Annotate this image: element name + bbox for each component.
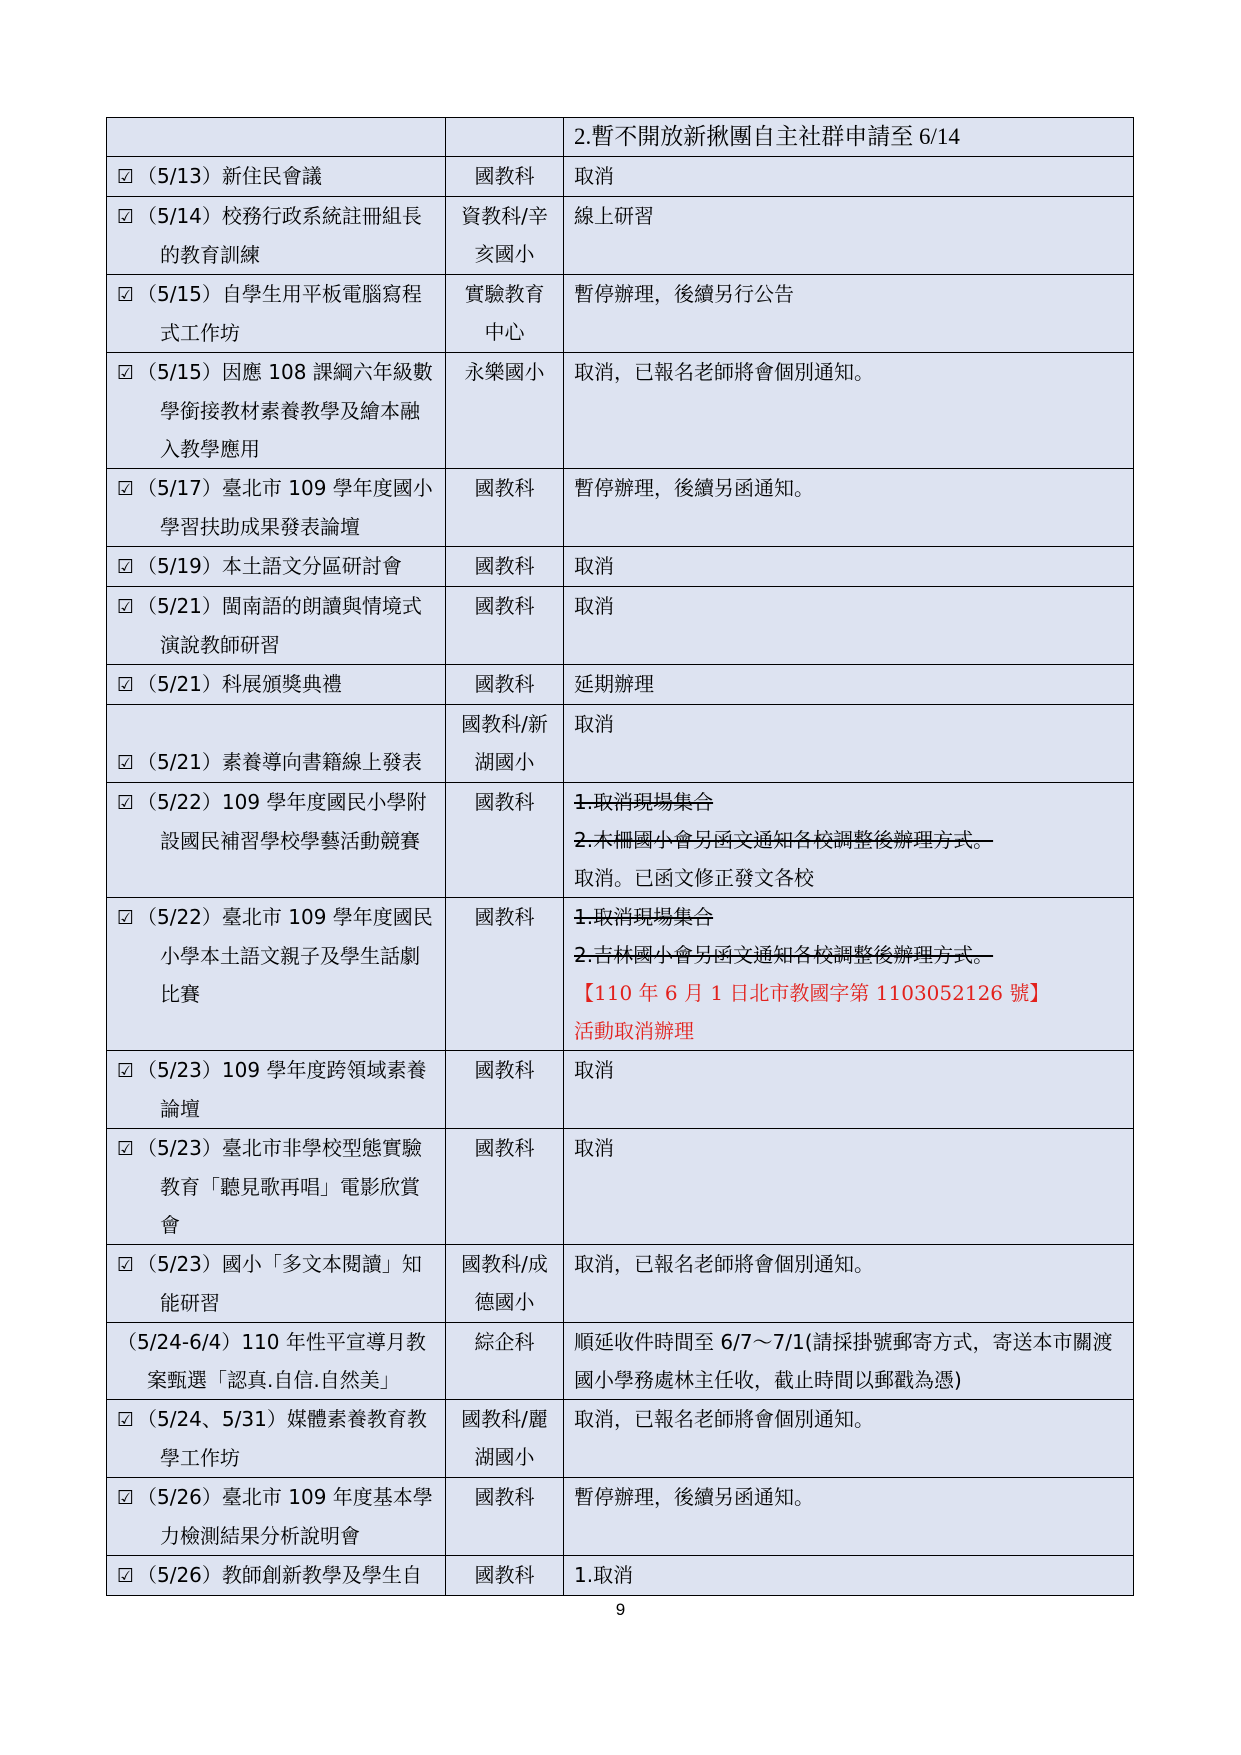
event-name: ☑ （5/26）臺北市 109 年度基本學力檢測結果分析說明會 [117,1478,435,1555]
page-number: 9 [615,1600,626,1619]
unit-cell [446,118,564,157]
note-line-struck: 2.吉林國小會另函文通知各校調整後辦理方式。 [574,943,994,967]
table-row [107,547,1134,587]
note-line-struck: 1.取消現場集合 [574,905,714,929]
note-line-struck: 1.取消現場集合 [574,790,714,814]
note-line: 暫停辦理，後續另函通知。 [574,1485,814,1509]
checkbox-checked-icon: ☑ [117,1487,135,1509]
note-line: 順延收件時間至 6/7～7/1(請採掛號郵寄方式，寄送本市關渡國小學務處林主任收，截止時間以郵戳為憑) [574,1330,1113,1392]
event-name: ☑ （5/14）校務行政系統註冊組長的教育訓練 [117,197,435,274]
event-name: ☑ （5/22）109 學年度國民小學附設國民補習學校學藝活動競賽 [117,783,435,860]
table-row [107,1323,1134,1400]
unit-cell: 國教科/成德國小 [446,1245,564,1323]
unit-cell: 國教科 [446,547,564,587]
event-name: ☑ （5/23）國小「多文本閱讀」知能研習 [117,1245,435,1322]
checkbox-checked-icon: ☑ [117,478,135,500]
table-row [107,353,1134,469]
note-line: 1.取消 [574,1563,634,1587]
checkbox-checked-icon: ☑ [117,1254,135,1276]
checkbox-checked-icon: ☑ [117,752,135,774]
table-row [107,118,1134,157]
unit-cell: 國教科/麗湖國小 [446,1400,564,1478]
table-row [107,1245,1134,1323]
event-name: ☑ （5/22）臺北市 109 學年度國民小學本土語文親子及學生話劇比賽 [117,898,435,1013]
table-row [107,783,1134,898]
event-name: ☑ （5/15）因應 108 課綱六年級數學銜接教材素養教學及繪本融入教學應用 [117,353,435,468]
checkbox-checked-icon: ☑ [117,362,135,384]
unit-cell: 國教科 [446,157,564,197]
checkbox-checked-icon: ☑ [117,284,135,306]
event-name: ☑ （5/17）臺北市 109 學年度國小學習扶助成果發表論壇 [117,469,435,546]
note-line-struck: 2.木柵國小會另函文通知各校調整後辦理方式。 [574,828,994,852]
event-name: ☑ （5/24、5/31）媒體素養教育教學工作坊 [117,1400,435,1477]
note-line-red: 活動取消辦理 [574,1019,694,1043]
table-row [107,1478,1134,1556]
unit-cell: 國教科 [446,783,564,898]
event-name: ☑ （5/21）科展頒獎典禮 [117,665,435,704]
unit-cell: 國教科 [446,1556,564,1596]
note-line: 暫停辦理，後續另行公告 [574,282,794,306]
note-line: 取消 [574,1136,614,1160]
unit-cell: 實驗教育中心 [446,275,564,353]
checkbox-checked-icon: ☑ [117,1138,135,1160]
event-name: ☑ （5/13）新住民會議 [117,157,435,196]
table-row [107,1400,1134,1478]
table-row [107,1051,1134,1129]
checkbox-checked-icon: ☑ [117,674,135,696]
checkbox-checked-icon: ☑ [117,907,135,929]
unit-cell: 國教科 [446,587,564,665]
event-name: ☑ （5/19）本土語文分區研討會 [117,547,435,586]
note-cell [564,118,1134,157]
table-row [107,1556,1134,1596]
note-line: 取消，已報名老師將會個別通知。 [574,1252,874,1276]
event-name: ☑ （5/21）閩南語的朗讀與情境式演說教師研習 [117,587,435,664]
note-line: 取消。已函文修正發文各校 [574,866,814,890]
unit-cell: 永樂國小 [446,353,564,469]
note-line: 取消 [574,1058,614,1082]
checkbox-checked-icon: ☑ [117,1060,135,1082]
checkbox-checked-icon: ☑ [117,166,135,188]
checkbox-checked-icon: ☑ [117,1409,135,1431]
table-row [107,587,1134,665]
checkbox-checked-icon: ☑ [117,1565,135,1587]
event-name: ☑ （5/23）臺北市非學校型態實驗教育「聽見歌再唱」電影欣賞會 [117,1129,435,1244]
checkbox-checked-icon: ☑ [117,792,135,814]
table-row [107,665,1134,705]
table-row [107,275,1134,353]
table-row [107,469,1134,547]
note-line: 取消，已報名老師將會個別通知。 [574,360,874,384]
unit-cell: 國教科 [446,469,564,547]
event-name: ☑ （5/21）素養導向書籍線上發表 [117,705,435,782]
unit-cell: 國教科 [446,665,564,705]
unit-cell: 國教科 [446,1129,564,1245]
event-name: （5/24-6/4）110 年性平宣導月教案甄選「認真.自信.自然美」 [117,1330,426,1392]
note-line: 取消 [574,554,614,578]
table-row [107,898,1134,1051]
schedule-table [106,117,1134,1596]
unit-cell: 國教科/新湖國小 [446,705,564,783]
table-row [107,157,1134,197]
note-line: 延期辦理 [574,672,654,696]
note-line: 取消 [574,712,614,736]
unit-cell: 國教科 [446,1478,564,1556]
event-name: ☑ （5/23）109 學年度跨領域素養論壇 [117,1051,435,1128]
note-line: 2.暫不開放新揪團自主社群申請至 6/14 [574,124,960,149]
note-line: 取消，已報名老師將會個別通知。 [574,1407,874,1431]
checkbox-checked-icon: ☑ [117,556,135,578]
event-name: ☑ （5/15）自學生用平板電腦寫程式工作坊 [117,275,435,352]
note-line: 線上研習 [574,204,654,228]
checkbox-checked-icon: ☑ [117,596,135,618]
unit-cell: 資教科/辛亥國小 [446,197,564,275]
note-line: 取消 [574,164,614,188]
note-line: 暫停辦理，後續另函通知。 [574,476,814,500]
table-row [107,705,1134,783]
event-cell [107,118,446,157]
unit-cell: 國教科 [446,1051,564,1129]
unit-cell: 國教科 [446,898,564,1051]
table-row [107,1129,1134,1245]
note-line: 取消 [574,594,614,618]
table-row [107,197,1134,275]
checkbox-checked-icon: ☑ [117,206,135,228]
event-name: ☑ （5/26）教師創新教學及學生自 [117,1556,435,1595]
unit-cell: 綜企科 [446,1323,564,1400]
document-reference: 【110 年 6 月 1 日北市教國字第 1103052126 號】 [574,981,1050,1005]
